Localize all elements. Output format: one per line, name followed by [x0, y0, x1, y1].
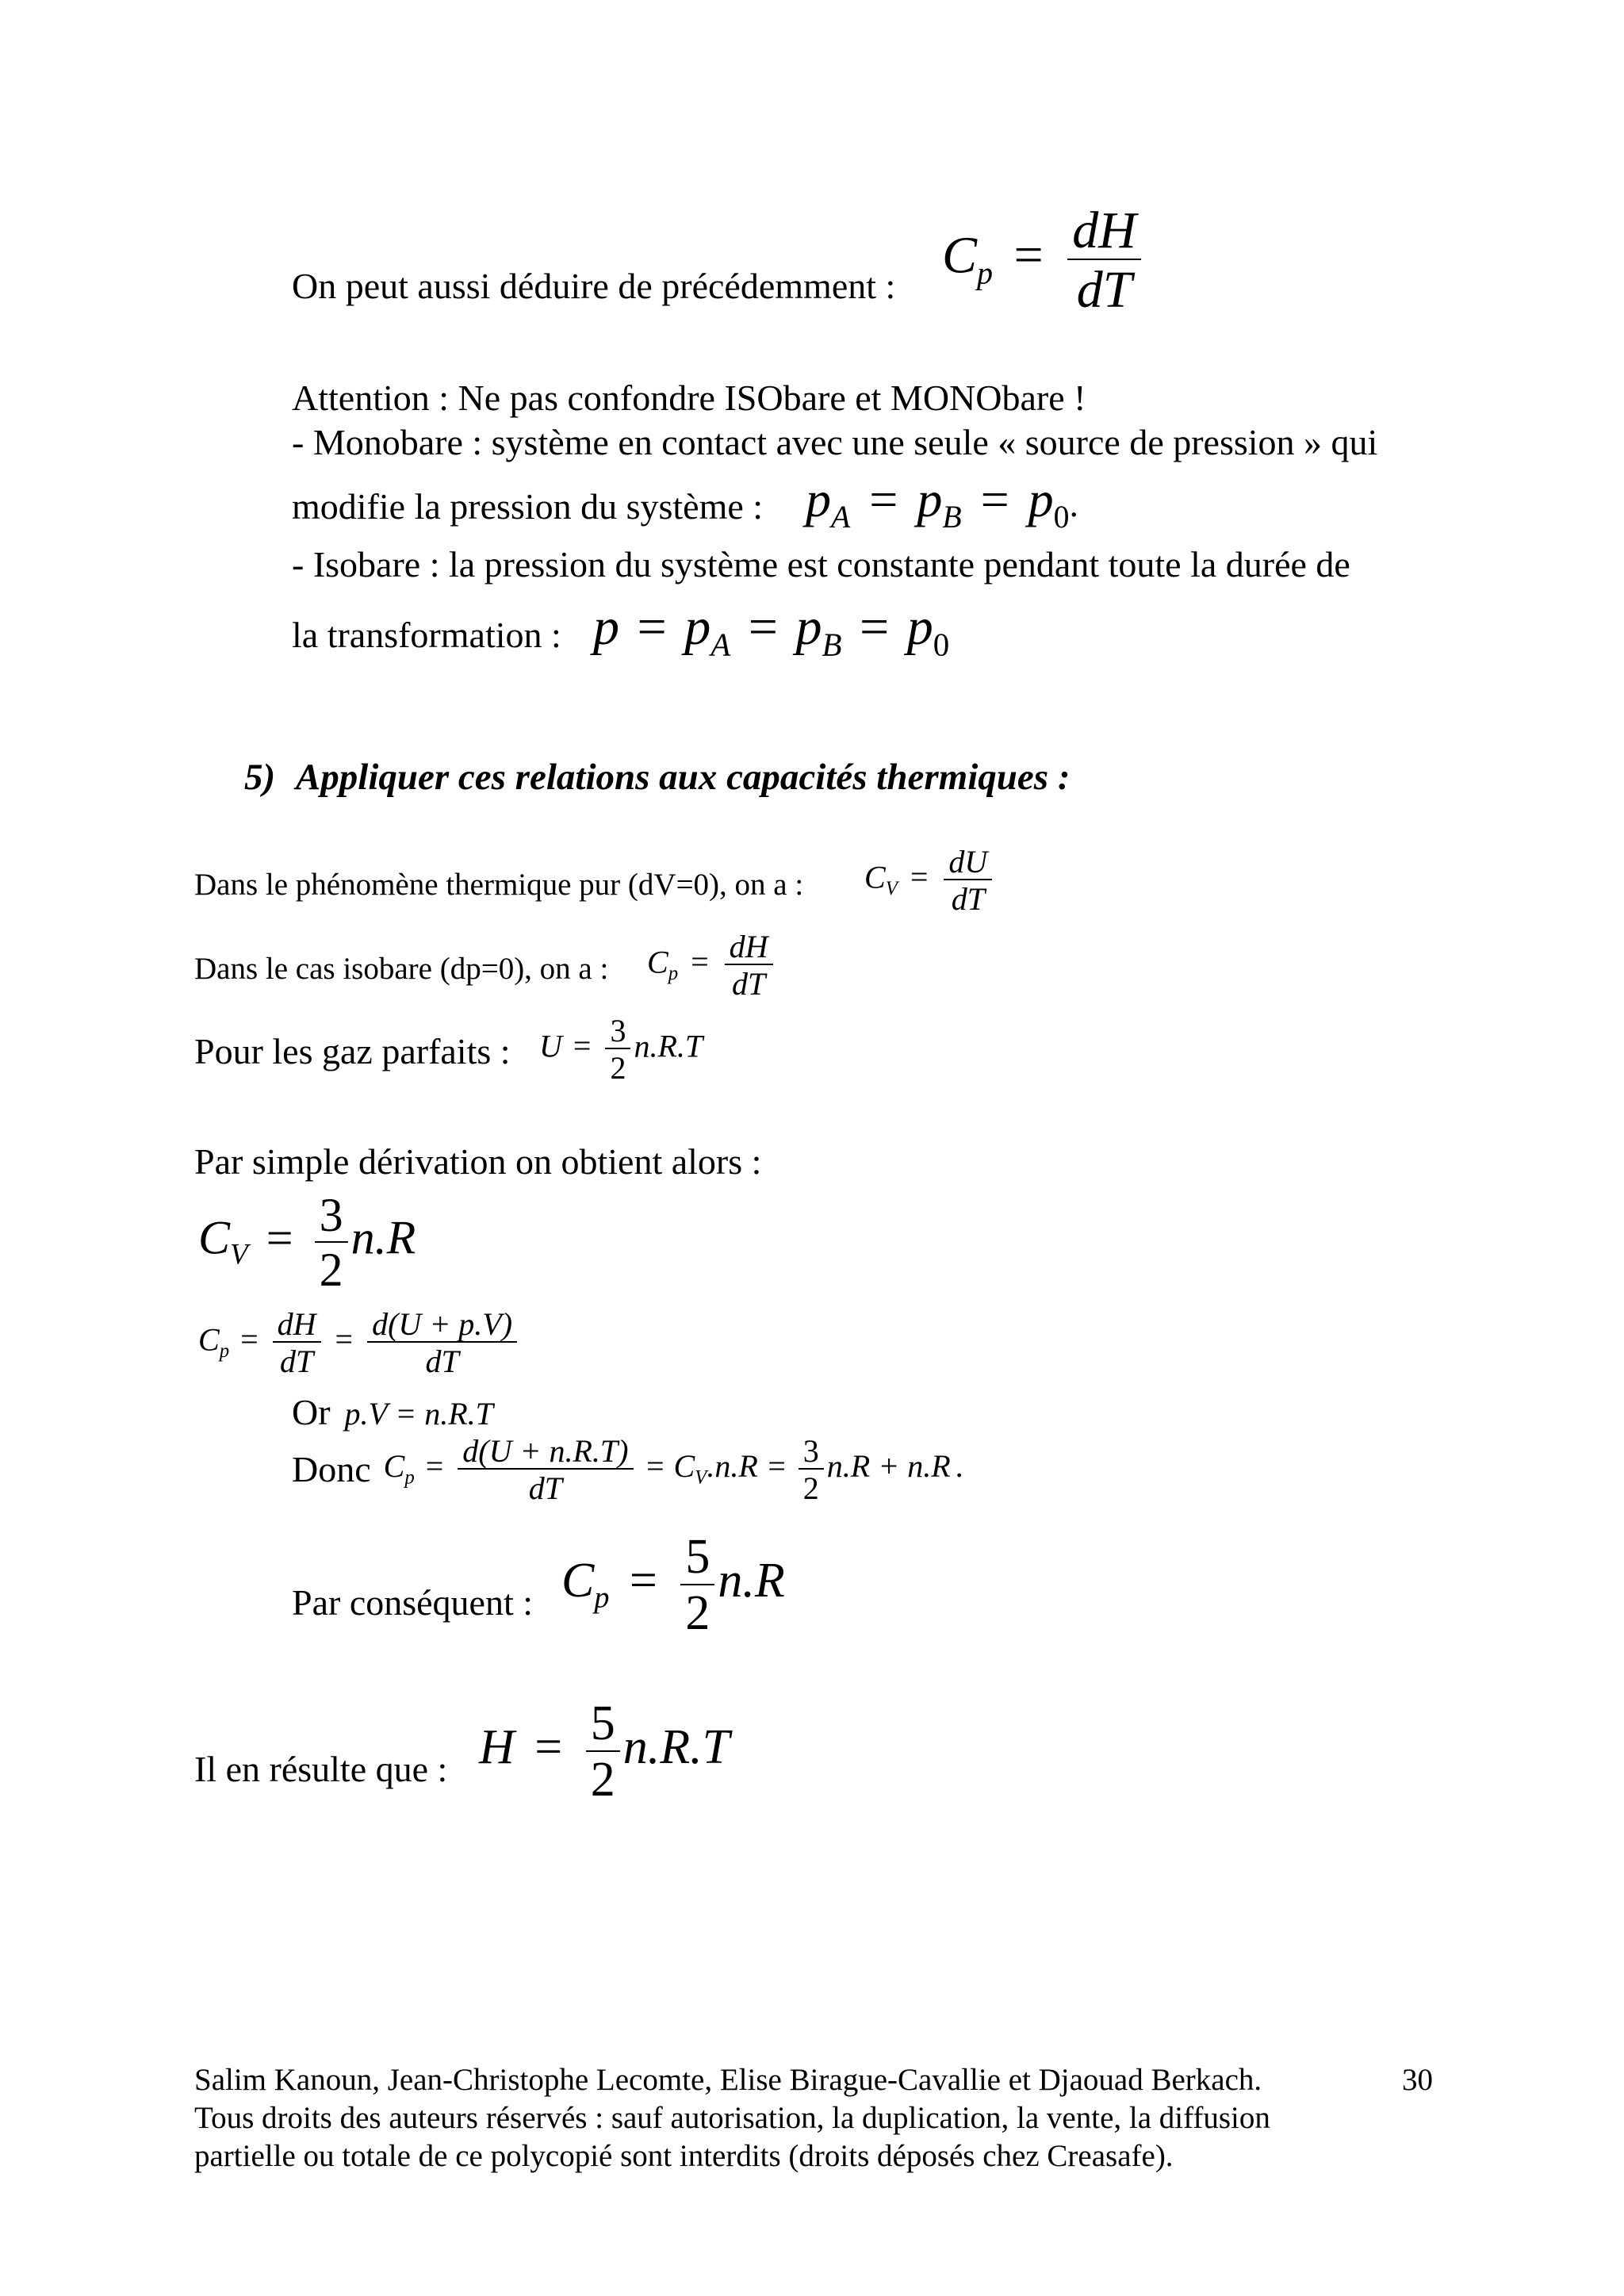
consequent-equation	[561, 1531, 785, 1640]
footer-line-3: partielle ou totale de ce polycopié sont interdits (droits déposés chez Creasafe).	[194, 2139, 1174, 2173]
gaz-den: 2	[610, 1050, 626, 1087]
intro-num: dH	[1067, 202, 1141, 260]
donc-lhs-sub: p	[404, 1467, 415, 1489]
monobare-p0: p	[1028, 471, 1054, 527]
isobare-line-equation	[647, 930, 776, 1001]
isobare-line-op: =	[691, 944, 709, 980]
donc-den: dT	[528, 1470, 563, 1507]
monobare-equation	[806, 471, 1078, 535]
resulte-op: =	[534, 1720, 563, 1775]
isobare-line	[194, 953, 608, 984]
donc-fraction-2	[799, 1434, 824, 1505]
footer-page-number: 30	[1402, 2063, 1433, 2097]
donc-label: Donc	[292, 1449, 371, 1490]
cp-equation	[198, 1307, 520, 1378]
monobare-op2: =	[980, 471, 1009, 527]
thermique-lhs-sub: V	[885, 878, 898, 900]
resulte-num: 5	[586, 1697, 620, 1752]
isobare-p: p	[593, 598, 619, 656]
section-title: Appliquer ces relations aux capacités thermiques :	[295, 757, 1071, 798]
isobare-p0-sub: 0	[933, 627, 950, 663]
thermique-line	[194, 869, 803, 900]
isobare-line-den: dT	[731, 966, 766, 1002]
resulte-equation	[479, 1697, 730, 1807]
thermique-lhs: C	[864, 859, 886, 895]
donc-num: d(U + n.R.T)	[458, 1434, 633, 1470]
isobare-pB: p	[795, 598, 822, 656]
intro-line	[292, 268, 895, 305]
attention-line-5	[292, 617, 561, 654]
intro-fraction	[1067, 202, 1141, 319]
consequent-op: =	[629, 1554, 657, 1608]
donc-line	[292, 1434, 963, 1505]
monobare-pA: p	[806, 471, 831, 527]
isobare-op1: =	[637, 598, 667, 656]
intro-eq-op: =	[1013, 226, 1044, 285]
cp-fraction-2	[367, 1307, 517, 1378]
monobare-pB-sub: B	[942, 499, 962, 535]
gaz-num: 3	[605, 1014, 630, 1049]
consequent-den: 2	[685, 1585, 710, 1640]
cv-rest: n.R	[350, 1211, 416, 1264]
thermique-den: dT	[951, 881, 985, 918]
attention-line-3	[292, 486, 764, 527]
resulte-text: Il en résulte que :	[194, 1749, 448, 1789]
cp-op1: =	[240, 1321, 259, 1358]
thermique-fraction	[944, 845, 992, 916]
resulte-fraction	[586, 1697, 620, 1807]
isobare-pA-sub: A	[710, 627, 731, 663]
attention-line-2: - Monobare : système en contact avec une seule « source de pression » qui	[292, 422, 1378, 462]
cp-fraction-1	[273, 1307, 321, 1378]
isobare-op3: =	[859, 598, 890, 656]
resulte-lhs: H	[479, 1720, 515, 1775]
cv-den: 2	[319, 1243, 343, 1296]
cp-lhs: C	[198, 1321, 220, 1358]
donc-equation	[383, 1433, 963, 1507]
isobare-equation	[593, 598, 950, 663]
cp-den2: dT	[425, 1343, 459, 1380]
thermique-text: Dans le phénomène thermique pur (dV=0), on a :	[194, 868, 804, 902]
cv-equation	[198, 1190, 416, 1296]
gaz-lhs: U	[539, 1028, 562, 1064]
cp-num1: dH	[273, 1307, 321, 1343]
cv-num: 3	[315, 1190, 348, 1243]
intro-den: dT	[1076, 261, 1132, 320]
resulte-den: 2	[590, 1752, 615, 1807]
isobare-line-fraction	[725, 930, 773, 1001]
or-equation: p.V = n.R.T	[344, 1396, 493, 1432]
cv-op: =	[266, 1211, 293, 1264]
thermique-num: dU	[944, 845, 992, 880]
monobare-op1: =	[869, 471, 898, 527]
intro-text: On peut aussi déduire de précédemment :	[292, 266, 896, 306]
donc-mid-sub: V	[695, 1467, 707, 1489]
cp-lhs-sub: p	[219, 1340, 230, 1363]
consequent-lhs: C	[561, 1554, 595, 1608]
intro-lhs: C	[942, 226, 978, 285]
resulte-rest: n.R.T	[622, 1720, 730, 1775]
donc-period: .	[955, 1448, 963, 1485]
consequent-text: Par conséquent :	[292, 1582, 534, 1623]
thermique-op: =	[910, 859, 929, 895]
cp-num2: d(U + p.V)	[367, 1307, 517, 1343]
donc-lhs: C	[383, 1448, 405, 1485]
intro-equation	[942, 202, 1144, 319]
isobare-line-text: Dans le cas isobare (dp=0), on a :	[194, 952, 609, 986]
monobare-pB: p	[917, 471, 943, 527]
consequent-fraction	[680, 1531, 714, 1640]
donc-fraction	[458, 1434, 633, 1505]
isobare-p0: p	[906, 598, 933, 656]
isobare-line-lhs-sub: p	[668, 963, 679, 985]
isobare-line-lhs: C	[647, 944, 668, 980]
thermique-equation	[864, 845, 995, 916]
donc-fden: 2	[802, 1470, 819, 1507]
isobare-text: la transformation :	[292, 615, 561, 655]
monobare-pA-sub: A	[831, 499, 851, 535]
cp-op2: =	[335, 1321, 354, 1358]
isobare-line-num: dH	[725, 930, 773, 965]
intro-lhs-sub: p	[977, 255, 994, 291]
consequent-rest: n.R	[718, 1554, 785, 1608]
donc-fnum: 3	[799, 1434, 824, 1470]
resulte-line	[194, 1751, 447, 1788]
monobare-p0-sub: 0	[1053, 499, 1070, 535]
consequent-line	[292, 1582, 534, 1623]
attention-line-4: - Isobare : la pression du système est constante pendant toute la durée de	[292, 544, 1350, 585]
cv-lhs-sub: V	[230, 1238, 248, 1271]
isobare-pA: p	[684, 598, 711, 656]
section-heading	[244, 759, 1070, 796]
footer-line-1: Salim Kanoun, Jean-Christophe Lecomte, Elise Birague-Cavallie et Djaouad Berkach.	[194, 2063, 1262, 2097]
section-number: 5)	[244, 757, 276, 798]
cp-den1: dT	[279, 1343, 314, 1380]
gaz-rest: n.R.T	[634, 1028, 703, 1064]
monobare-period: .	[1069, 484, 1078, 524]
donc-rest: n.R + n.R	[826, 1448, 951, 1485]
cv-lhs: C	[198, 1211, 231, 1264]
donc-op: =	[425, 1448, 444, 1485]
gaz-op: =	[573, 1028, 592, 1064]
cv-fraction	[315, 1190, 348, 1296]
derivation-line: Par simple dérivation on obtient alors :	[194, 1141, 762, 1182]
gaz-fraction	[605, 1014, 630, 1085]
or-line	[292, 1394, 493, 1431]
monobare-text: modifie la pression du système :	[292, 486, 764, 527]
or-label: Or	[292, 1392, 331, 1432]
gaz-text: Pour les gaz parfaits :	[194, 1031, 511, 1071]
isobare-op2: =	[748, 598, 778, 656]
isobare-pB-sub: B	[822, 627, 842, 663]
donc-mid2: .n.R =	[707, 1448, 787, 1485]
footer-line-2: Tous droits des auteurs réservés : sauf autorisation, la duplication, la vente, la diffusion	[194, 2101, 1270, 2135]
gaz-equation	[539, 1014, 703, 1085]
consequent-num: 5	[680, 1531, 714, 1585]
attention-line-1: Attention : Ne pas confondre ISObare et MONObare !	[292, 378, 1086, 418]
gaz-line	[194, 1033, 511, 1070]
donc-mid: = C	[644, 1448, 695, 1485]
consequent-lhs-sub: p	[594, 1581, 610, 1615]
